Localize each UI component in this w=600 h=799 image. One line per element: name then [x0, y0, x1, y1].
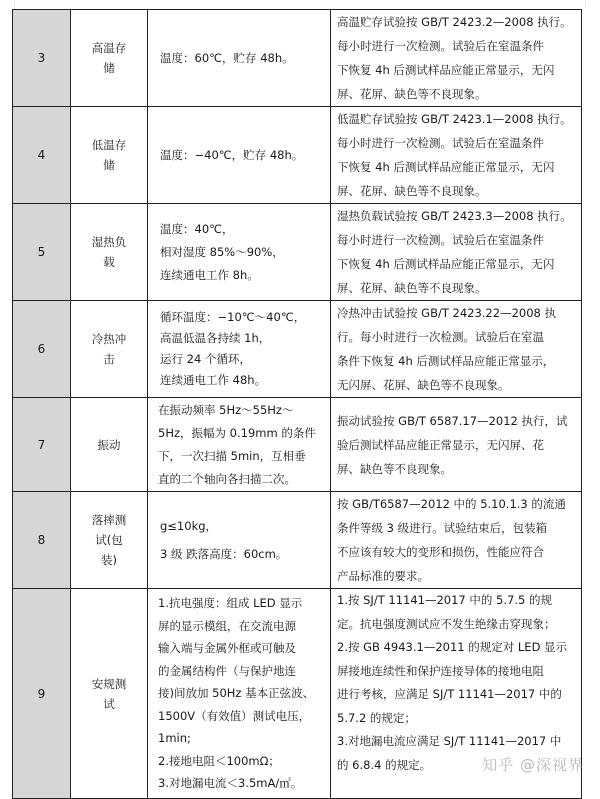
condition-line: 温度：−40℃，贮存 48h。 [160, 147, 304, 162]
requirement-line: 下恢复 4h 后测试样品应能正常显示，无闪 [337, 257, 555, 271]
test-conditions [148, 492, 331, 589]
test-requirements [331, 107, 582, 204]
requirement-line: 的 6.8.4 的规定。 [337, 757, 432, 772]
requirement-line: 每小时进行一次检测。试验后在室温条件 [337, 233, 544, 247]
test-name-cell [71, 589, 148, 799]
row-index: 8 [13, 492, 71, 589]
table-row [13, 398, 582, 492]
requirement-line: 不应该有较大的变形和损伤，性能应符合 [337, 545, 544, 559]
condition-line: g≤10kg， [160, 519, 218, 533]
test-name: 冷热冲击 [91, 332, 127, 366]
condition-line: 的金属结构件（与保护地连 [158, 663, 296, 678]
requirement-line: 湿热负载试验按 GB/T 2423.3—2008 执行。 [337, 209, 572, 223]
condition-line: 3 级 跌落高度：60cm。 [160, 547, 288, 561]
condition-line: 1.抗电强度：组成 LED 显示 [158, 596, 303, 611]
test-name: 落摔测试(包装) [91, 513, 127, 567]
condition-line: 温度：40℃， [160, 221, 234, 236]
test-name-cell [71, 492, 148, 589]
condition-line: 相对湿度 85%～90%， [160, 244, 284, 259]
requirement-line: 屏、花屏、缺色等不良现象。 [337, 87, 487, 101]
requirement-line: 振动试验按 GB/T 6587.17—2012 执行，试 [337, 413, 568, 428]
requirement-line: 屏、花屏、缺色等不良现象。 [337, 281, 487, 295]
requirement-line: 屏、缺色等不良现象。 [337, 461, 452, 476]
requirement-line: 进行考核，应满足 SJ/T 11141—2017 中的 [337, 687, 562, 701]
table-body [13, 10, 582, 799]
condition-line: 运行 24 个循环， [160, 352, 251, 366]
row-index: 5 [13, 204, 71, 301]
condition-line: 接)间放加 50Hz 基本正弦波、 [158, 686, 315, 701]
requirement-line: 2.按 GB 4943.1—2011 的规定对 LED 显示 [337, 640, 568, 654]
requirement-line: 屏接地连续性和保护连接导体的接地电阻 [337, 663, 544, 678]
requirement-line: 条件下恢复 4h 后测试样品应能正常显示， [337, 354, 555, 368]
requirement-line: 定。抗电强度测试应不发生绝缘击穿现象； [337, 616, 556, 631]
requirement-line: 行。每小时进行一次检测。试验后在室温 [337, 330, 544, 344]
row-index: 3 [13, 10, 71, 107]
row-index: 7 [13, 398, 71, 492]
test-name-cell [71, 398, 148, 492]
margin-guide [14, 0, 15, 8]
requirement-line: 5.7.2 的规定； [337, 710, 416, 725]
test-name: 振动 [97, 437, 121, 452]
row-index: 4 [13, 107, 71, 204]
requirement-line: 无闪屏、花屏、缺色等不良现象。 [337, 378, 510, 392]
requirement-line: 1.按 SJ/T 11141—2017 中的 5.7.5 的规 [337, 593, 552, 607]
condition-line: 循环温度：−10℃～40℃， [160, 310, 306, 324]
condition-line: 连续通电工作 48h。 [160, 373, 267, 387]
condition-line: 屏的显示模组，在交流电源 [158, 618, 296, 633]
requirement-line: 产品标准的要求。 [337, 569, 429, 583]
requirement-line: 低温贮存试验按 GB/T 2423.1—2008 执行。 [337, 112, 572, 126]
condition-line: 在振动频率 5Hz～55Hz～ [158, 402, 294, 417]
condition-line: 温度：60℃，贮存 48h。 [160, 50, 294, 65]
requirement-line: 高温贮存试验按 GB/T 2423.2—2008 执行。 [337, 15, 572, 29]
test-name: 高温存储 [91, 41, 127, 75]
table-row [13, 301, 582, 398]
requirement-line: 按 GB/T6587—2012 中的 5.10.1.3 的流通 [337, 497, 566, 511]
condition-line: 直的二个轴向各扫描二次。 [158, 471, 296, 486]
test-conditions [148, 204, 331, 301]
condition-line: 下，一次扫描 5min，互相垂 [158, 448, 306, 463]
test-conditions [148, 107, 331, 204]
requirement-line: 屏、花屏、缺色等不良现象。 [337, 184, 487, 198]
condition-line: 2.接地电阻＜100mΩ； [158, 753, 280, 768]
test-requirements [331, 492, 582, 589]
requirement-line: 下恢复 4h 后测试样品应能正常显示，无闪 [337, 63, 555, 77]
test-conditions [148, 589, 331, 799]
condition-line: 1500V（有效值）测试电压， [158, 708, 311, 723]
page-top-margin [0, 0, 600, 9]
condition-line: 连续通电工作 8h。 [160, 267, 259, 282]
condition-line: 3.对地漏电流＜3.5mA/㎡。 [158, 776, 303, 791]
margin-guide [585, 0, 586, 8]
condition-line: 输入端与金属外框或可触及 [158, 641, 296, 656]
condition-line: 高温低温各持续 1h， [160, 331, 271, 345]
requirement-line: 3.对地漏电流应满足 SJ/T 11141—2017 中 [337, 734, 562, 748]
requirement-line: 验后测试样品应能正常显示，无闪屏、花 [337, 437, 544, 452]
table-row [13, 492, 582, 589]
test-name-cell [71, 204, 148, 301]
table-row [13, 204, 582, 301]
test-requirements [331, 398, 582, 492]
requirement-line: 每小时进行一次检测。试验后在室温条件 [337, 39, 544, 53]
requirement-line: 条件等级 3 级进行。试验结束后，包装箱 [337, 521, 548, 535]
test-name-cell [71, 301, 148, 398]
test-requirements [331, 301, 582, 398]
condition-line: 1min; [158, 731, 191, 746]
requirement-line: 下恢复 4h 后测试样品应能正常显示，无闪 [337, 160, 555, 174]
row-index: 6 [13, 301, 71, 398]
test-spec-table [12, 9, 582, 799]
test-requirements [331, 10, 582, 107]
test-name: 安规测试 [91, 676, 127, 711]
requirement-line: 每小时进行一次检测。试验后在室温条件 [337, 136, 544, 150]
test-conditions [148, 398, 331, 492]
test-name: 低温存储 [91, 138, 127, 172]
test-name-cell [71, 10, 148, 107]
test-conditions [148, 301, 331, 398]
row-index: 9 [13, 589, 71, 799]
requirement-line: 冷热冲击试验按 GB/T 2423.22—2008 执 [337, 306, 556, 320]
table-row [13, 107, 582, 204]
table-row [13, 10, 582, 107]
test-conditions [148, 10, 331, 107]
test-name: 湿热负载 [91, 235, 127, 269]
test-name-cell [71, 107, 148, 204]
test-requirements [331, 204, 582, 301]
watermark: 知乎 @深视界 [482, 756, 584, 774]
condition-line: 5Hz，振幅为 0.19mm 的条件 [158, 425, 316, 440]
